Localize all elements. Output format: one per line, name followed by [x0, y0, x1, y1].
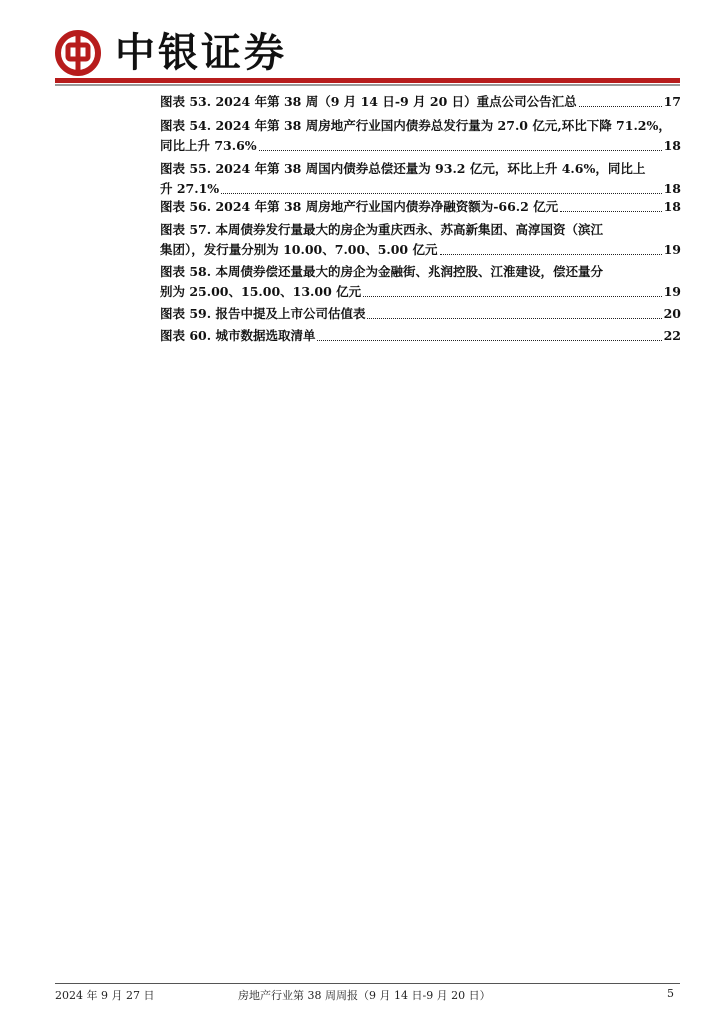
toc-entry-page: 18	[663, 138, 681, 153]
dot-leader	[440, 254, 662, 255]
toc-entry[interactable]	[160, 116, 681, 156]
toc-entry-text: 别为 25.00、15.00、13.00 亿元	[160, 284, 362, 299]
header-rule-red	[55, 78, 680, 83]
dot-leader	[363, 296, 661, 297]
header-rule-gray	[55, 84, 680, 86]
toc-entry[interactable]	[160, 159, 681, 199]
toc-entry-page: 18	[663, 199, 681, 214]
toc-entry-text: 图表 59. 报告中提及上市公司估值表	[160, 306, 366, 321]
dot-leader	[259, 150, 662, 151]
toc-entry[interactable]	[160, 304, 681, 324]
toc-entry[interactable]	[160, 92, 681, 112]
footer-page-number: 5	[667, 987, 674, 1000]
toc-entry[interactable]	[160, 197, 681, 217]
toc-entry-page: 17	[663, 94, 681, 109]
bank-of-china-logo-icon	[55, 30, 101, 76]
toc-entry-text: 集团），发行量分别为 10.00、7.00、5.00 亿元	[160, 242, 438, 257]
toc-entry-page: 19	[663, 242, 681, 257]
toc-entry-text: 升 27.1%	[160, 181, 220, 196]
dot-leader	[367, 318, 661, 319]
toc-entry-text: 图表 54. 2024 年第 38 周房地产行业国内债券总发行量为 27.0 亿元,环比下降 71.2%，	[160, 118, 671, 133]
toc-entry[interactable]	[160, 262, 681, 302]
toc-entry-text: 图表 58. 本周债券偿还量最大的房企为金融街、兆润控股、江淮建设，偿还量分	[160, 264, 603, 279]
dot-leader	[317, 340, 661, 341]
page-header	[0, 0, 724, 90]
dot-leader	[579, 106, 662, 107]
toc-entry[interactable]	[160, 220, 681, 260]
toc-entry-text: 图表 57. 本周债券发行量最大的房企为重庆西永、苏高新集团、高淳国资（滨江	[160, 222, 603, 237]
dot-leader	[221, 193, 661, 194]
footer-date: 2024 年 9 月 27 日	[55, 989, 155, 1002]
footer-rule	[55, 983, 680, 984]
toc-entry-text: 图表 55. 2024 年第 38 周国内债券总偿还量为 93.2 亿元，环比上升 4.6%，同比上	[160, 161, 646, 176]
toc-entry-page: 20	[663, 306, 681, 321]
toc-entry-page: 22	[663, 328, 681, 343]
toc-entry-page: 19	[663, 284, 681, 299]
toc-entry-page: 18	[663, 181, 681, 196]
toc-entry[interactable]	[160, 326, 681, 346]
toc-entry-text: 图表 53. 2024 年第 38 周（9 月 14 日-9 月 20 日）重点公司公告汇总	[160, 94, 577, 109]
footer-title: 房地产行业第 38 周周报（9 月 14 日-9 月 20 日）	[238, 989, 491, 1002]
dot-leader	[560, 211, 661, 212]
toc-entry-text: 图表 60. 城市数据选取清单	[160, 328, 316, 343]
toc-entry-text: 同比上升 73.6%	[160, 138, 257, 153]
brand-name: 中银证券	[115, 30, 287, 76]
toc-entry-text: 图表 56. 2024 年第 38 周房地产行业国内债券净融资额为-66.2 亿元	[160, 199, 559, 214]
